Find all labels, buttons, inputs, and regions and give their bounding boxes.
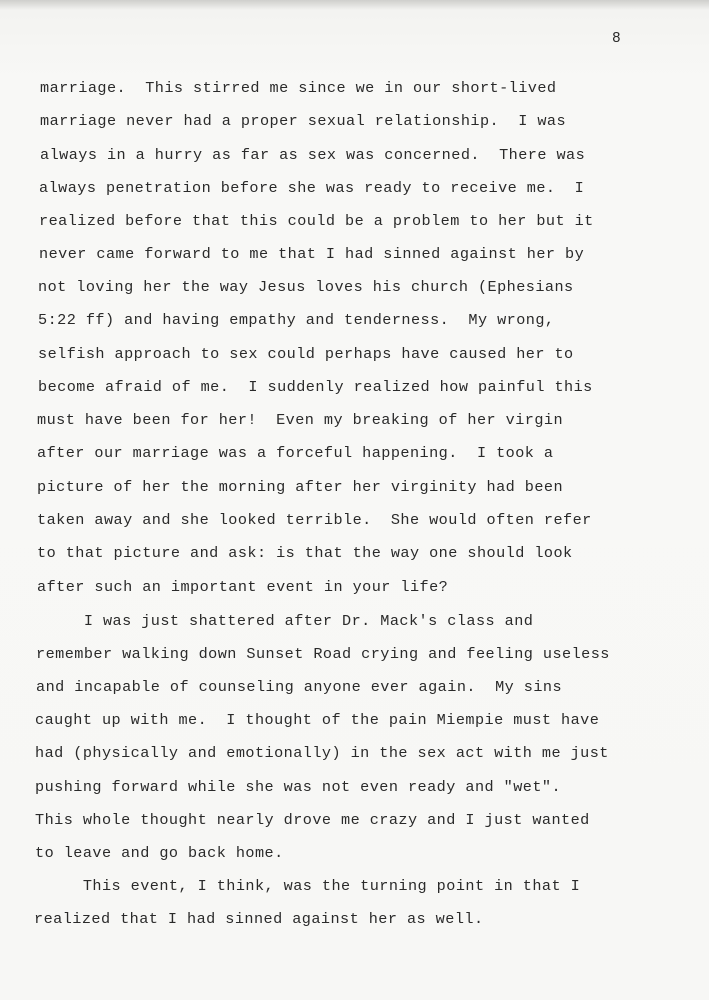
text-line: must have been for her! Even my breaking of her virgin (37, 411, 564, 429)
text-line: remember walking down Sunset Road crying and feeling useless (36, 645, 610, 663)
text-line: caught up with me. I thought of the pain Miempie must have (35, 711, 600, 729)
text-line: always in a hurry as far as sex was concerned. There was (40, 146, 586, 164)
text-line: selfish approach to sex could perhaps have caused her to (38, 345, 574, 363)
text-line: taken away and she looked terrible. She would often refer (37, 511, 592, 529)
text-line: to leave and go back home. (35, 844, 284, 862)
text-line: pushing forward while she was not even ready and "wet". (35, 778, 562, 796)
text-line: I was just shattered after Dr. Mack's class and (36, 612, 534, 630)
text-line: always penetration before she was ready to receive me. I (39, 179, 585, 197)
text-line: never came forward to me that I had sinned against her by (39, 245, 585, 263)
text-line: become afraid of me. I suddenly realized how painful this (38, 378, 593, 396)
text-line: realized before that this could be a problem to her but it (39, 212, 594, 230)
text-line: not loving her the way Jesus loves his church (Ephesians (38, 278, 574, 296)
text-line: picture of her the morning after her virginity had been (37, 478, 564, 496)
text-line: after such an important event in your life? (37, 578, 449, 596)
text-line: after our marriage was a forceful happening. I took a (37, 444, 554, 462)
text-line: marriage. This stirred me since we in our short-lived (40, 79, 557, 97)
text-line: marriage never had a proper sexual relationship. I was (40, 112, 567, 130)
text-line: This event, I think, was the turning point in that I (35, 877, 581, 895)
text-line: had (physically and emotionally) in the sex act with me just (35, 744, 609, 762)
text-line: 5:22 ff) and having empathy and tenderness. My wrong, (38, 311, 555, 329)
text-line: to that picture and ask: is that the way one should look (37, 544, 573, 562)
text-line: and incapable of counseling anyone ever again. My sins (36, 678, 563, 696)
text-line: realized that I had sinned against her as well. (34, 910, 484, 928)
page-number: 8 (612, 31, 622, 47)
text-line: This whole thought nearly drove me crazy and I just wanted (35, 811, 590, 829)
page-edge-shadow (0, 0, 709, 10)
